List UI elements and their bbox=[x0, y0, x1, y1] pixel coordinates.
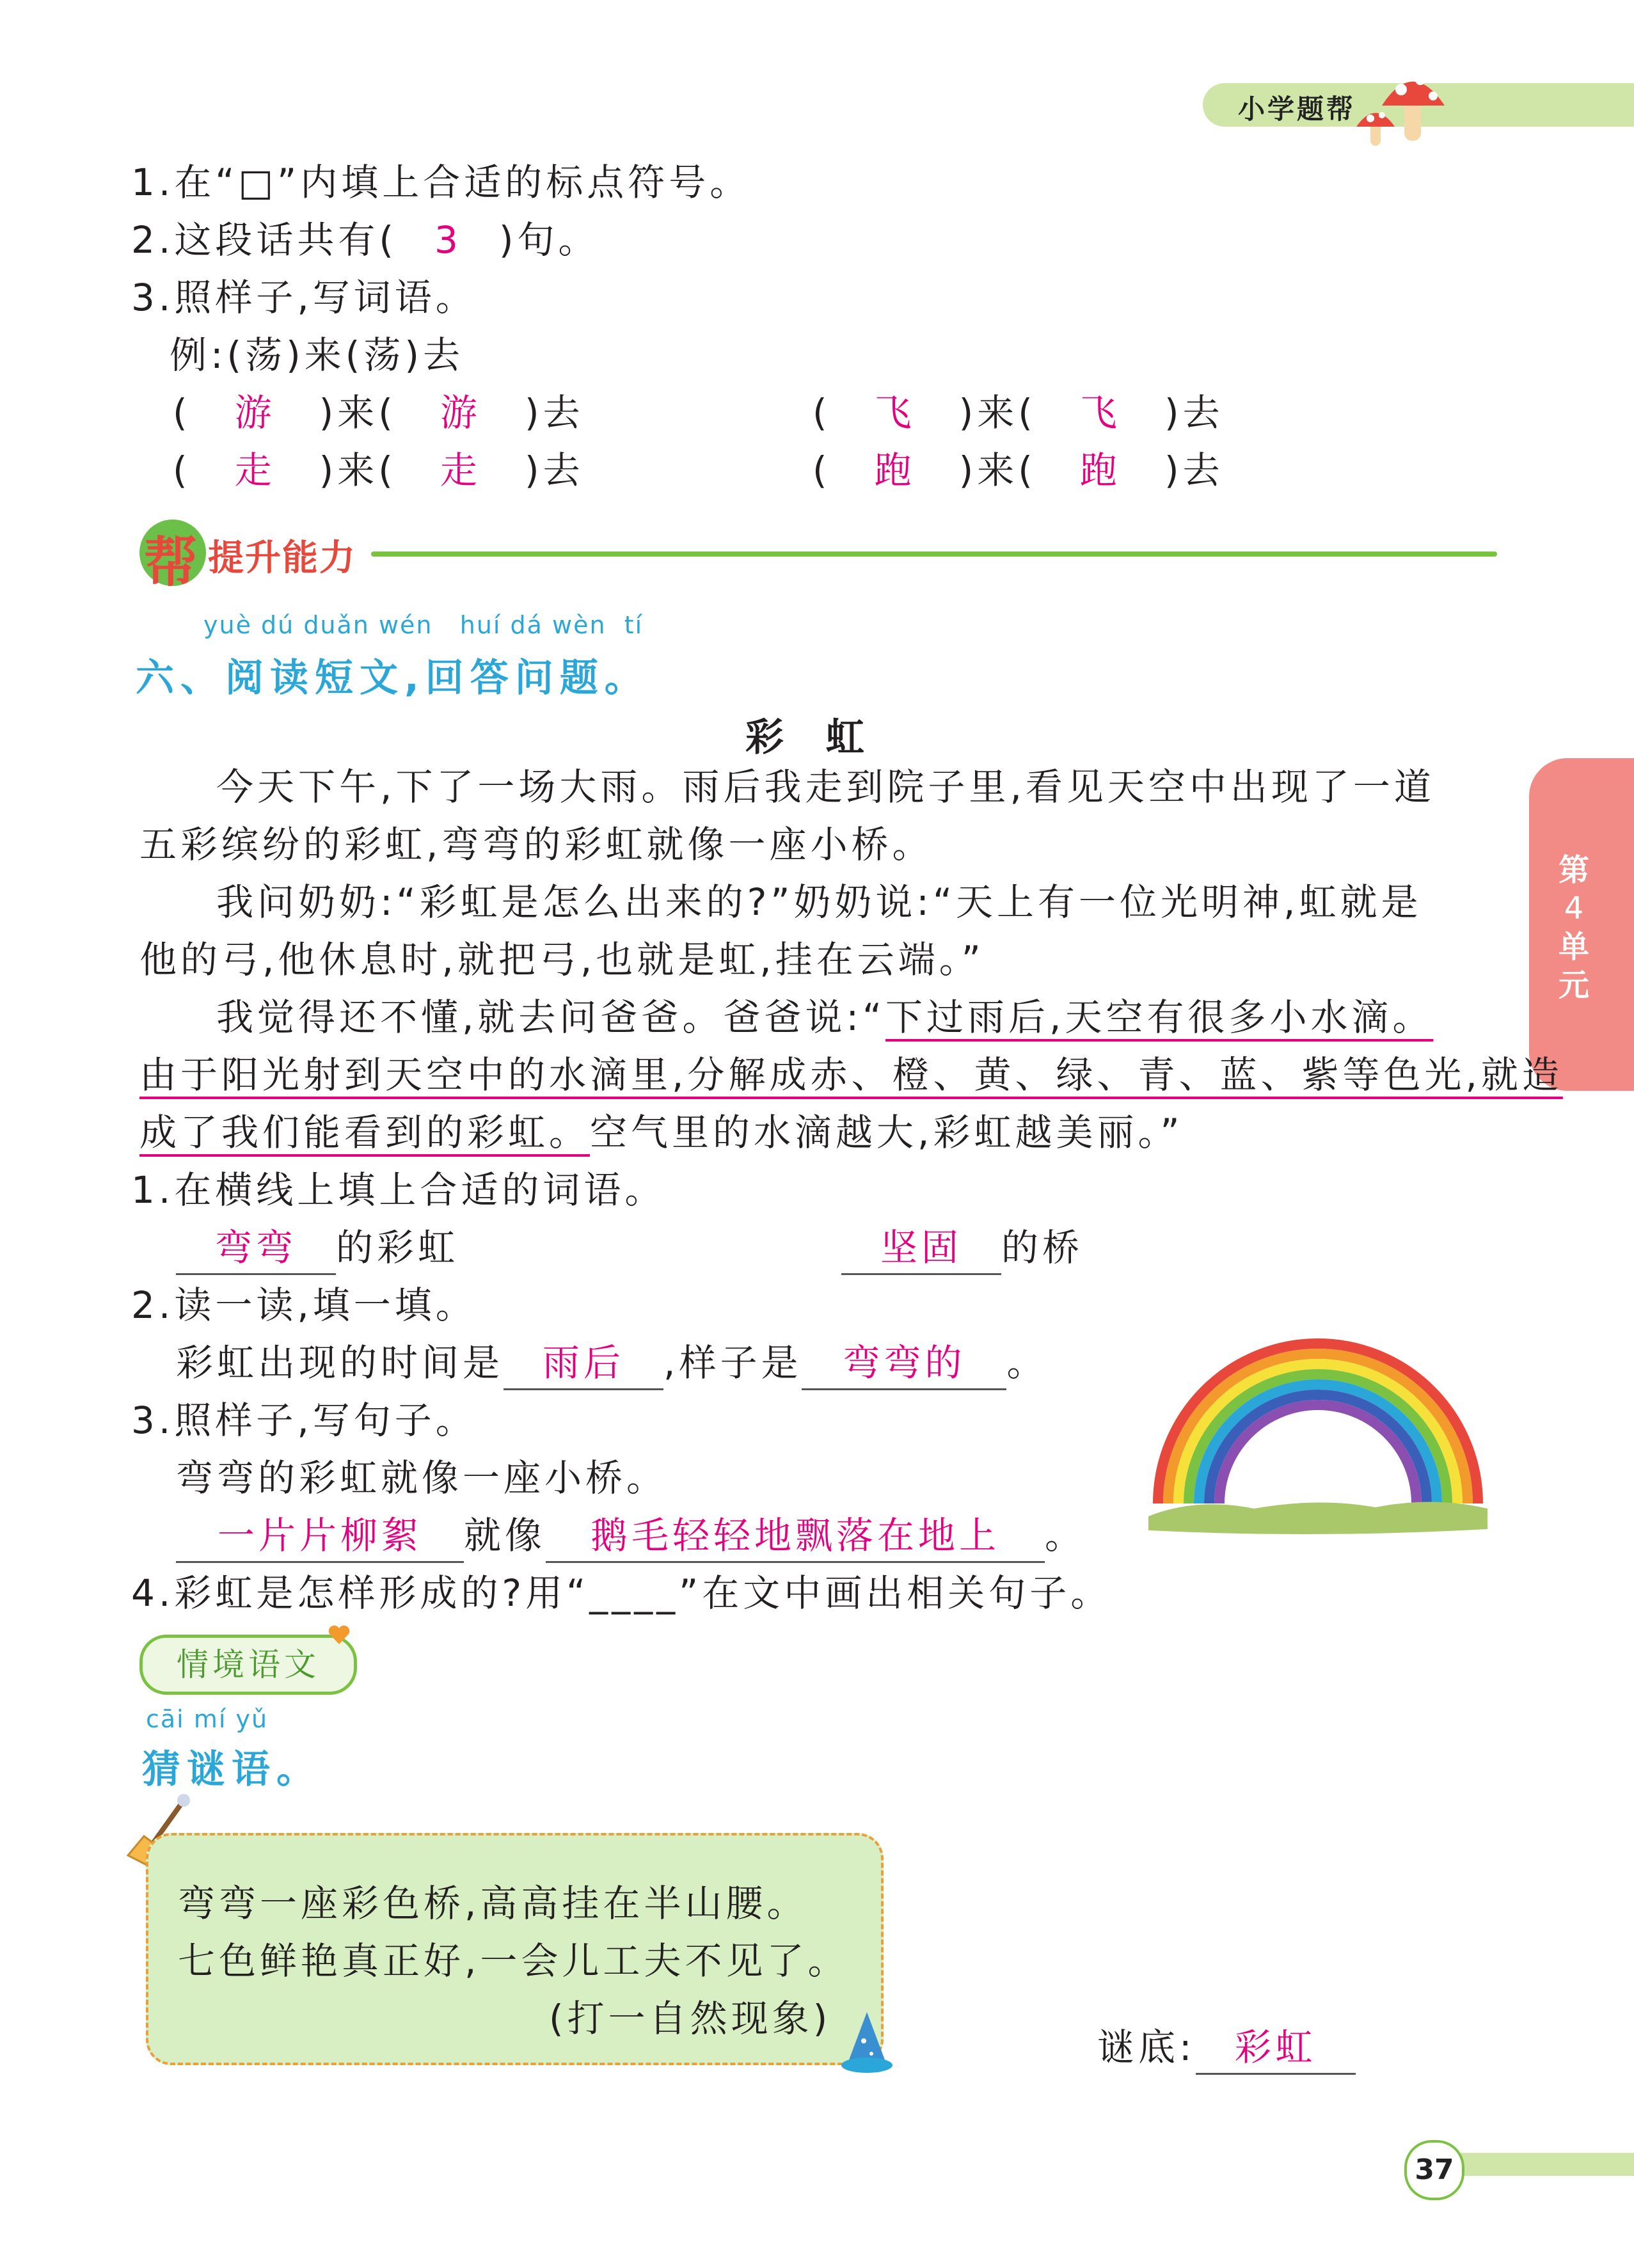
word-pair-3-b[interactable]: 走 bbox=[440, 448, 481, 492]
lai-text: 来 bbox=[977, 448, 1019, 492]
para3-underlined-3[interactable]: 成了我们能看到的彩虹。 bbox=[139, 1111, 591, 1154]
rainbow-shape-answer[interactable]: 弯弯的 bbox=[802, 1337, 1006, 1390]
question-1: 1.在“□”内填上合适的标点符号。 bbox=[131, 161, 751, 204]
story-para3-line3 bbox=[139, 1107, 1184, 1158]
page-number: 37 bbox=[1404, 2140, 1464, 2200]
unit-label-dan: 单 bbox=[1558, 929, 1589, 965]
para3-line1-plain: 我觉得还不懂,就去问爸爸。爸爸说:“ bbox=[216, 995, 886, 1039]
s6-q1-b-text: 的桥 bbox=[1001, 1226, 1084, 1269]
riddle-line-1: 弯弯一座彩色桥,高高挂在半山腰。 bbox=[178, 1882, 808, 1925]
word-pair-1-a[interactable]: 游 bbox=[234, 391, 276, 434]
section6-pinyin: yuè dú duǎn wén huí dá wèn tí bbox=[203, 611, 644, 639]
word-pair-3-a[interactable]: 走 bbox=[234, 448, 276, 492]
s6-question-4: 4.彩虹是怎样形成的?用“____”在文中画出相关句子。 bbox=[131, 1571, 1112, 1615]
mushroom-icon bbox=[1344, 58, 1465, 147]
question-2-prefix: 2.这段话共有( bbox=[131, 218, 397, 262]
para3-underlined-2[interactable]: 由于阳光射到天空中的水滴里,分解成赤、橙、黄、绿、青、蓝、紫等色光,就造 bbox=[139, 1053, 1563, 1097]
s6-q3-answer-line bbox=[176, 1510, 1086, 1563]
story-para1-line1: 今天下午,下了一场大雨。雨后我走到院子里,看见天空中出现了一道 bbox=[216, 765, 1435, 809]
riddle-line-2: 七色鲜艳真正好,一会儿工夫不见了。 bbox=[178, 1939, 849, 1983]
question-2-suffix: )句。 bbox=[498, 218, 599, 262]
brand-label: 小学题帮 bbox=[1238, 93, 1356, 125]
word-pair-2: ( 飞 )来( 飞 )去 bbox=[813, 387, 1224, 438]
word-pair-4: ( 跑 )来( 跑 )去 bbox=[813, 445, 1224, 496]
s6-q2-prefix: 彩虹出现的时间是 bbox=[176, 1341, 504, 1384]
riddle-answer[interactable]: 彩虹 bbox=[1196, 2022, 1356, 2075]
qu-text: 去 bbox=[1182, 391, 1224, 434]
bang-char: 帮 bbox=[144, 531, 198, 594]
rainbow-adjective-answer[interactable]: 弯弯 bbox=[176, 1222, 336, 1275]
simile-subject-answer[interactable]: 一片片柳絮 bbox=[176, 1510, 464, 1563]
unit-label-num: 4 bbox=[1564, 891, 1584, 926]
story-para3-line2 bbox=[139, 1049, 1563, 1100]
riddle-title: 猜谜语。 bbox=[142, 1747, 321, 1792]
section6-title: 六、阅读短文,回答问题。 bbox=[136, 656, 649, 701]
para3-underlined-1[interactable]: 下过雨后,天空有很多小水滴。 bbox=[885, 995, 1434, 1039]
para3-line3-plain: 空气里的水滴越大,彩虹越美丽。” bbox=[590, 1111, 1184, 1154]
unit-label-di: 第 bbox=[1558, 852, 1589, 888]
story-para2-line1: 我问奶奶:“彩虹是怎么出来的?”奶奶说:“天上有一位光明神,虹就是 bbox=[216, 880, 1422, 924]
unit-label bbox=[1548, 851, 1599, 1004]
word-pair-1-b[interactable]: 游 bbox=[440, 391, 481, 434]
bridge-adjective-answer[interactable]: 坚固 bbox=[841, 1222, 1001, 1275]
question-2 bbox=[131, 214, 599, 266]
rainbow-illustration bbox=[1145, 1305, 1491, 1548]
word-pair-2-b[interactable]: 飞 bbox=[1079, 391, 1121, 434]
s6-q3-end: 。 bbox=[1045, 1514, 1086, 1557]
s6-q1-answer-a bbox=[176, 1222, 459, 1275]
s6-q1-answer-b bbox=[841, 1222, 1083, 1275]
s6-question-3: 3.照样子,写句子。 bbox=[131, 1399, 477, 1442]
story-title: 彩 虹 bbox=[745, 715, 869, 760]
word-pair-2-a[interactable]: 飞 bbox=[874, 391, 916, 434]
s6-question-2: 2.读一读,填一填。 bbox=[131, 1283, 477, 1327]
word-pair-4-a[interactable]: 跑 bbox=[874, 448, 916, 492]
section-divider bbox=[371, 551, 1497, 557]
word-pair-3: ( 走 )来( 走 )去 bbox=[173, 445, 584, 496]
s6-q2-line bbox=[176, 1337, 1047, 1390]
qu-text: 去 bbox=[543, 391, 584, 434]
simile-object-answer[interactable]: 鹅毛轻轻地飘落在地上 bbox=[546, 1510, 1045, 1563]
story-para2-line2: 他的弓,他休息时,就把弓,也就是虹,挂在云端。” bbox=[139, 938, 985, 981]
question-3: 3.照样子,写词语。 bbox=[131, 276, 477, 319]
s6-q1-a-text: 的彩虹 bbox=[336, 1226, 459, 1269]
section-banner-label: 提升能力 bbox=[208, 537, 356, 579]
lai-text: 来 bbox=[337, 391, 379, 434]
word-pair-1: ( 游 )来( 游 )去 bbox=[173, 387, 584, 438]
qu-text: 去 bbox=[1182, 448, 1224, 492]
s6-q3-mid: 就像 bbox=[464, 1514, 546, 1557]
rainbow-time-answer[interactable]: 雨后 bbox=[504, 1337, 663, 1390]
riddle-hint: (打一自然现象) bbox=[549, 1997, 832, 2040]
example-line: 例:(荡)来(荡)去 bbox=[170, 333, 464, 377]
s6-q3-example: 弯弯的彩虹就像一座小桥。 bbox=[176, 1456, 668, 1500]
lai-text: 来 bbox=[337, 448, 379, 492]
riddle-answer-line bbox=[1097, 2022, 1356, 2075]
s6-question-1: 1.在横线上填上合适的词语。 bbox=[131, 1168, 666, 1212]
riddle-answer-label: 谜底: bbox=[1097, 2026, 1196, 2069]
situation-badge: 情境语文 bbox=[139, 1635, 357, 1695]
heart-icon bbox=[328, 1624, 351, 1645]
qu-text: 去 bbox=[543, 448, 584, 492]
s6-q2-end: 。 bbox=[1006, 1341, 1048, 1384]
sentence-count-answer[interactable]: 3 bbox=[434, 218, 462, 262]
unit-label-yuan: 元 bbox=[1558, 967, 1589, 1003]
wizard-hat-icon bbox=[838, 2009, 896, 2079]
story-para1-line2: 五彩缤纷的彩虹,弯弯的彩虹就像一座小桥。 bbox=[139, 823, 933, 866]
riddle-pinyin: cāi mí yǔ bbox=[146, 1705, 269, 1733]
lai-text: 来 bbox=[977, 391, 1019, 434]
s6-q2-mid: ,样子是 bbox=[663, 1341, 802, 1384]
story-para3-line1 bbox=[216, 992, 1433, 1043]
word-pair-4-b[interactable]: 跑 bbox=[1079, 448, 1121, 492]
